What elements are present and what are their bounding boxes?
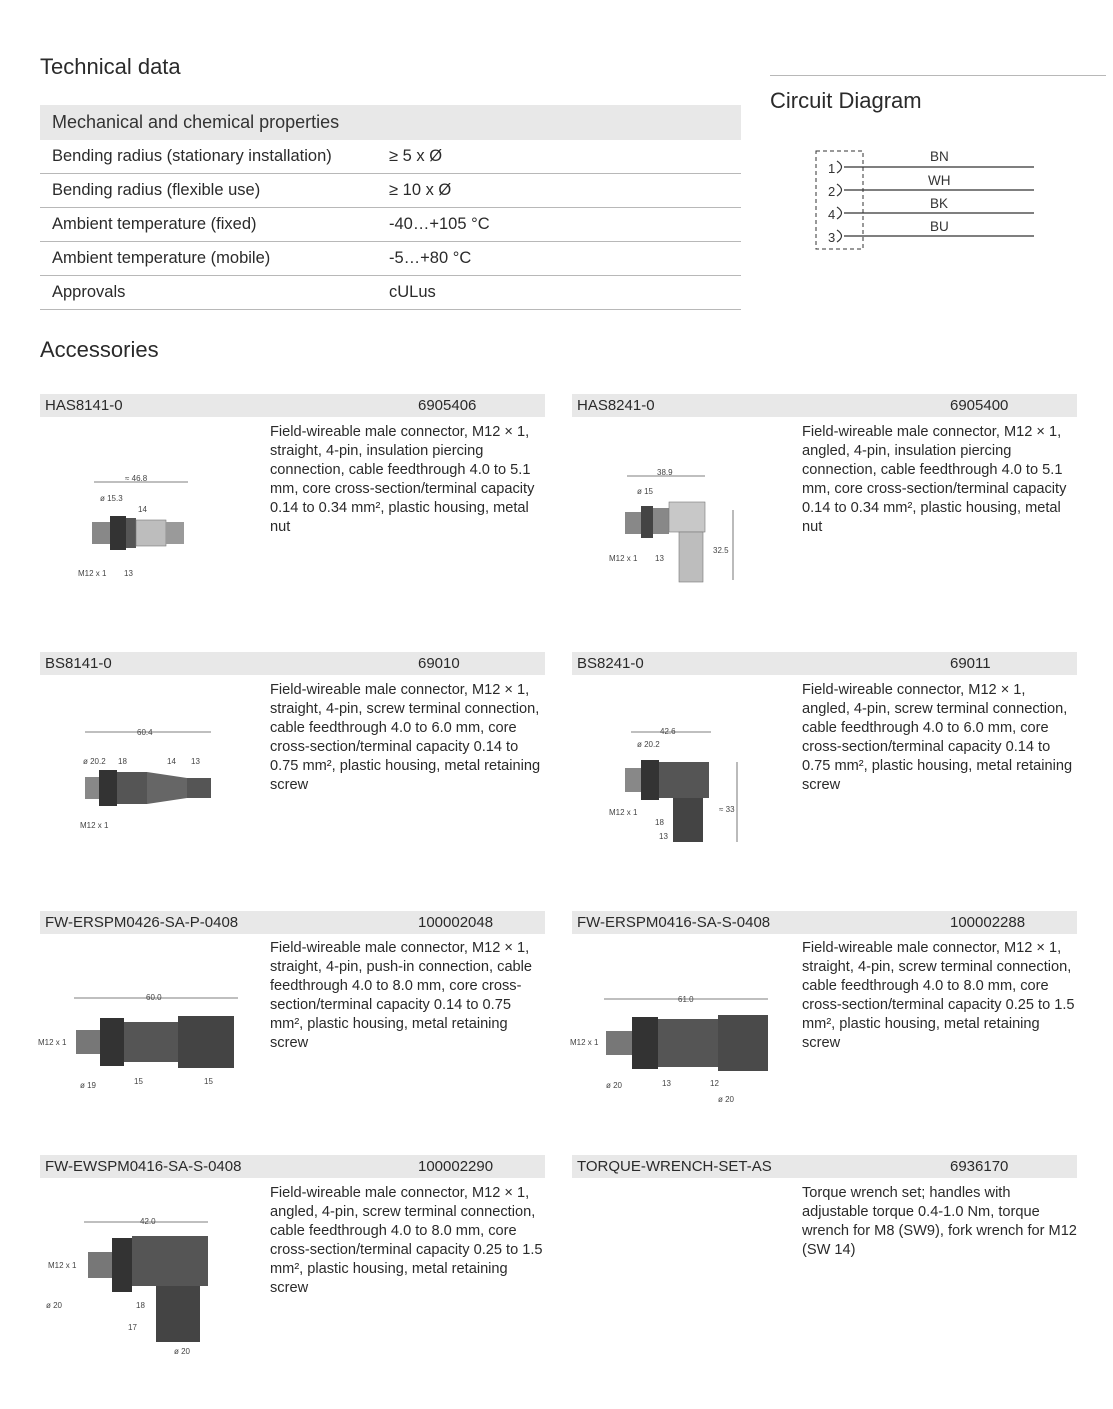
svg-text:13: 13	[662, 1079, 671, 1088]
svg-text:M12 x 1: M12 x 1	[609, 554, 638, 563]
svg-text:ø 19: ø 19	[80, 1081, 97, 1090]
svg-text:≈ 33: ≈ 33	[719, 805, 735, 814]
technical-data-title: Technical data	[40, 54, 181, 79]
connector-drawing	[605, 722, 750, 847]
svg-text:M12 x 1: M12 x 1	[570, 1038, 599, 1047]
svg-text:42.6: 42.6	[660, 727, 676, 736]
connector-drawing	[70, 470, 200, 585]
svg-text:WH: WH	[928, 173, 951, 188]
table-row	[40, 276, 741, 310]
accessory-code: 100002288	[950, 914, 1026, 931]
technical-data-table	[40, 105, 741, 310]
accessory-header	[572, 652, 1077, 675]
svg-text:13: 13	[655, 554, 664, 563]
svg-text:ø 20: ø 20	[174, 1347, 191, 1356]
accessory-name: HAS8241-0	[577, 397, 655, 414]
svg-text:M12 x 1: M12 x 1	[609, 808, 638, 817]
svg-text:60.0: 60.0	[146, 993, 162, 1002]
circuit-diagram-title: Circuit Diagram	[770, 88, 922, 113]
connector-drawing	[44, 1208, 244, 1358]
accessories-title: Accessories	[40, 337, 159, 362]
svg-text:13: 13	[659, 832, 668, 841]
connector-drawing	[568, 985, 778, 1110]
accessory-name: TORQUE-WRENCH-SET-AS	[577, 1158, 772, 1175]
svg-text:4: 4	[828, 207, 836, 222]
svg-text:13: 13	[191, 757, 200, 766]
accessory-code: 6936170	[950, 1158, 1009, 1175]
svg-text:1: 1	[828, 161, 836, 176]
svg-text:≈ 46.8: ≈ 46.8	[125, 474, 148, 483]
svg-text:ø 15: ø 15	[637, 487, 654, 496]
svg-text:M12 x 1: M12 x 1	[80, 821, 109, 830]
svg-text:32.5: 32.5	[713, 546, 729, 555]
accessory-name: BS8141-0	[45, 655, 112, 672]
svg-text:ø 20: ø 20	[606, 1081, 623, 1090]
circuit-pin-1	[828, 149, 1034, 176]
accessory-code: 100002048	[418, 914, 494, 931]
svg-text:M12 x 1: M12 x 1	[48, 1261, 77, 1270]
svg-text:18: 18	[655, 818, 664, 827]
circuit-diagram	[810, 145, 1050, 255]
svg-text:BN: BN	[930, 149, 949, 164]
accessory-name: BS8241-0	[577, 655, 644, 672]
accessory-description: Field-wireable male connector, M12 × 1, straight, 4-pin, screw terminal connection, cable feedthrough 4.0 to 6.0 mm, core cross-section/terminal capacity 0.14 to 0.75 mm², plastic housing, metal retaining screw	[270, 682, 541, 794]
accessory-code: 69010	[418, 655, 460, 672]
section-header: Mechanical and chemical properties	[40, 105, 741, 140]
accessory-description: Field-wireable male connector, M12 × 1, straight, 4-pin, screw terminal connection, cable feedthrough 4.0 to 8.0 mm, core cross-section/terminal capacity 0.25 to 1.5 mm², plastic housing, metal retaining screw	[802, 940, 1075, 1052]
row-label: Ambient temperature (fixed)	[52, 215, 257, 233]
svg-text:61.0: 61.0	[678, 995, 694, 1004]
svg-text:14: 14	[138, 505, 147, 514]
svg-text:17: 17	[128, 1323, 137, 1332]
svg-text:ø 20: ø 20	[718, 1095, 735, 1104]
accessory-name: FW-ERSPM0426-SA-P-0408	[45, 914, 239, 931]
accessory-description: Field-wireable male connector, M12 × 1, angled, 4-pin, screw terminal connection, cable feedthrough 4.0 to 8.0 mm, core cross-section/terminal capacity 0.25 to 1.5 mm², plastic housing, metal retaining screw	[270, 1185, 543, 1297]
table-row	[40, 208, 741, 242]
accessory-header	[572, 911, 1077, 934]
connector-drawing	[605, 462, 745, 587]
svg-text:ø 15.3: ø 15.3	[100, 494, 123, 503]
accessory-description: Torque wrench set; handles with adjustable torque 0.4-1.0 Nm, torque wrench for M8 (SW9), fork wrench for M12 (SW 14)	[802, 1185, 1077, 1259]
row-label: Bending radius (flexible use)	[52, 181, 261, 199]
svg-text:42.0: 42.0	[140, 1217, 156, 1226]
svg-text:15: 15	[204, 1077, 213, 1086]
accessory-name: FW-EWSPM0416-SA-S-0408	[45, 1158, 242, 1175]
svg-text:ø 20.2: ø 20.2	[83, 757, 106, 766]
row-label: Ambient temperature (mobile)	[52, 249, 271, 267]
svg-text:ø 20.2: ø 20.2	[637, 740, 660, 749]
row-value: -40…+105 °C	[389, 215, 490, 233]
accessory-header	[572, 1155, 1077, 1178]
accessory-name: FW-ERSPM0416-SA-S-0408	[577, 914, 771, 931]
accessory-description: Field-wireable connector, M12 × 1, angled, 4-pin, screw terminal connection, cable feedthrough 4.0 to 6.0 mm, core cross-section/terminal capacity 0.14 to 0.75 mm², plastic housing, metal retaining screw	[802, 682, 1073, 794]
circuit-pin-3	[828, 219, 1034, 245]
row-value: -5…+80 °C	[389, 249, 472, 267]
row-label: Approvals	[52, 283, 126, 301]
row-label: Bending radius (stationary installation)	[52, 147, 332, 165]
accessory-code: 6905400	[950, 397, 1009, 414]
row-value: ≥ 5 x Ø	[389, 147, 443, 165]
accessory-name: HAS8141-0	[45, 397, 123, 414]
svg-text:13: 13	[124, 569, 133, 578]
svg-text:BU: BU	[930, 219, 949, 234]
accessory-code: 100002290	[418, 1158, 494, 1175]
accessory-header	[40, 911, 545, 934]
accessory-code: 69011	[950, 655, 991, 672]
accessory-header	[40, 652, 545, 675]
svg-text:15: 15	[134, 1077, 143, 1086]
svg-text:14: 14	[167, 757, 176, 766]
svg-text:18: 18	[136, 1301, 145, 1310]
accessory-header	[40, 1155, 545, 1178]
svg-text:38.9: 38.9	[657, 468, 673, 477]
accessory-header	[40, 394, 545, 417]
svg-text:M12 x 1: M12 x 1	[78, 569, 107, 578]
svg-text:3: 3	[828, 230, 836, 245]
connector-drawing	[36, 984, 246, 1094]
svg-text:60.4: 60.4	[137, 728, 153, 737]
svg-text:18: 18	[118, 757, 127, 766]
svg-text:ø 20: ø 20	[46, 1301, 63, 1310]
row-value: cULus	[389, 283, 436, 301]
table-row	[40, 140, 741, 174]
accessory-code: 6905406	[418, 397, 477, 414]
row-value: ≥ 10 x Ø	[389, 181, 452, 199]
accessory-description: Field-wireable male connector, M12 × 1, angled, 4-pin, insulation piercing connection, cable feedthrough 4.0 to 5.1 mm, core cross-section/terminal capacity 0.14 to 0.34 mm², plastic housing, metal nut	[802, 424, 1067, 536]
svg-text:2: 2	[828, 184, 836, 199]
connector-drawing	[75, 722, 225, 837]
accessory-description: Field-wireable male connector, M12 × 1, straight, 4-pin, push-in connection, cable feedthrough 4.0 to 8.0 mm, core cross-section/terminal capacity 0.14 to 0.75 mm², plastic housing, metal retaining screw	[270, 940, 533, 1052]
svg-text:M12 x 1: M12 x 1	[38, 1038, 67, 1047]
accessory-description: Field-wireable male connector, M12 × 1, straight, 4-pin, insulation piercing connection, cable feedthrough 4.0 to 5.1 mm, core cross-section/terminal capacity 0.14 to 0.34 mm², plastic housing, metal nut	[270, 424, 535, 536]
table-row	[40, 174, 741, 208]
table-row	[40, 242, 741, 276]
svg-text:12: 12	[710, 1079, 719, 1088]
accessory-header	[572, 394, 1077, 417]
circuit-divider	[770, 75, 1106, 76]
svg-text:BK: BK	[930, 196, 949, 211]
